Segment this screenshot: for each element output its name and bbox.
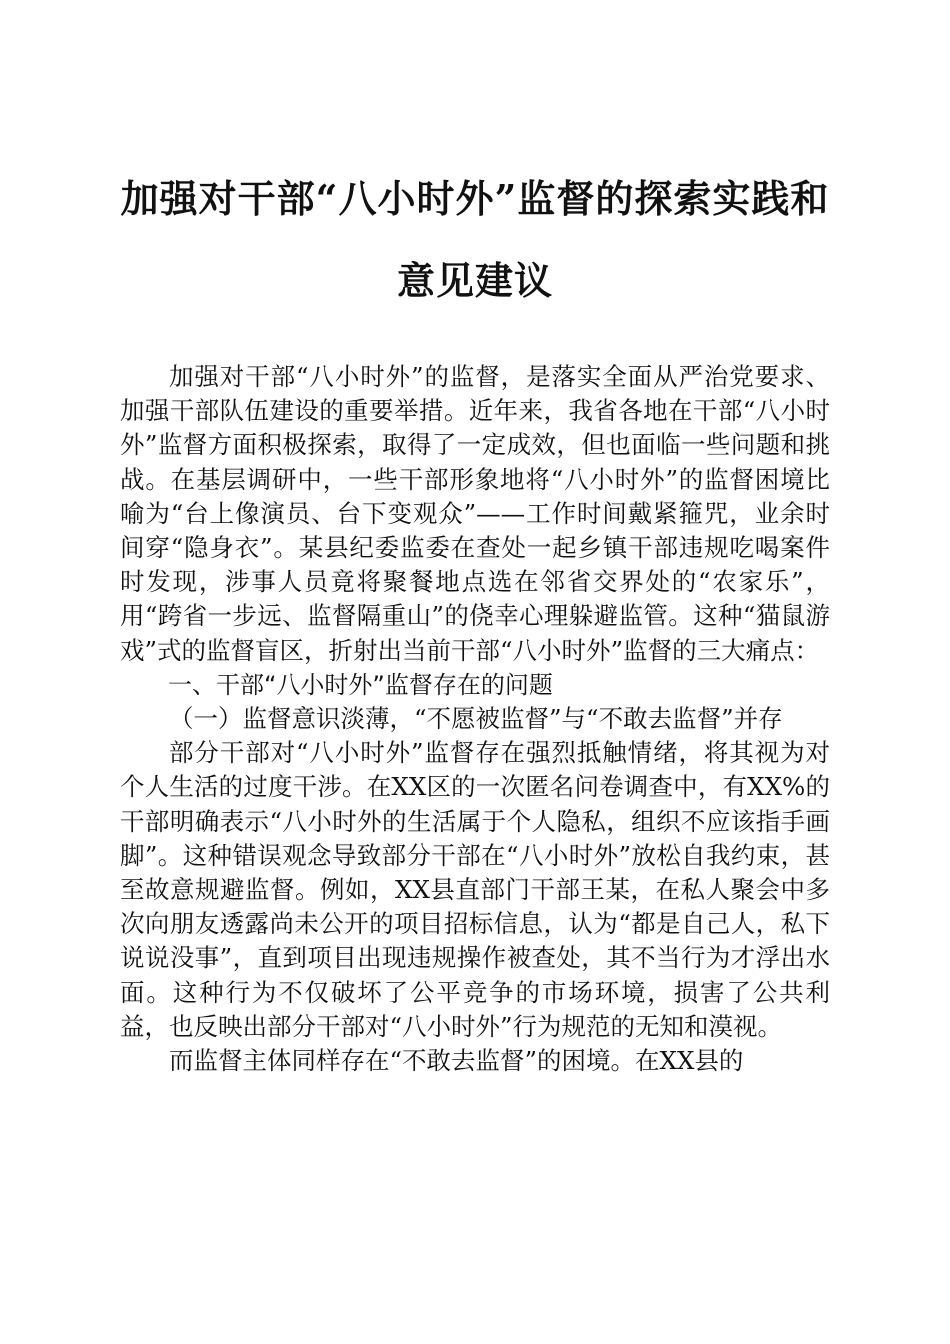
- document-body: [120, 360, 830, 1078]
- intro-paragraph: 加强对干部“八小时外”的监督，是落实全面从严治党要求、加强干部队伍建设的重要举措。近年来，我省各地在干部“八小时外”监督方面积极探索，取得了一定成效，但也面临一些问题和挑战。在基层调研中，一些干部形象地将“八小时外”的监督困境比喻为“台上像演员、台下变观众”——工作时间戴紧箍咒，业余时间穿“隐身衣”。某县纪委监委在查处一起乡镇干部违规吃喝案件时发现，涉事人员竟将聚餐地点选在邻省交界处的“农家乐”，用“跨省一步远、监督隔重山”的侥幸心理躲避监管。这种“猫鼠游戏”式的监督盲区，折射出当前干部“八小时外”监督的三大痛点：: [120, 362, 830, 665]
- section-heading-1: 一、干部“八小时外”监督存在的问题: [168, 670, 553, 699]
- body-paragraph-2: 而监督主体同样存在“不敢去监督”的困境。在XX县的: [169, 1046, 744, 1076]
- document-title: 加强对干部“八小时外”监督的探索实践和意见建议: [120, 176, 830, 303]
- body-paragraph-1: 部分干部对“八小时外”监督存在强烈抵触情绪，将其视为对个人生活的过度干涉。在XX区的一次匿名问卷调查中，有XX%的干部明确表示“八小时外的生活属于个人隐私，组织不应该指手画脚”。这种错误观念导致部分干部在“八小时外”放松自我约束，甚至故意规避监督。例如，XX县直部门干部王某，在私人聚会中多次向朋友透露尚未公开的项目招标信息，认为“都是自己人，私下说说没事”，直到项目出现违规操作被查处，其不当行为才浮出水面。这种行为不仅破坏了公平竞争的市场环境，损害了公共利益，也反映出部分干部对“八小时外”行为规范的无知和漠视。: [120, 738, 830, 1041]
- subsection-heading-1: （一）监督意识淡薄，“不愿被监督”与“不敢去监督”并存: [169, 704, 783, 734]
